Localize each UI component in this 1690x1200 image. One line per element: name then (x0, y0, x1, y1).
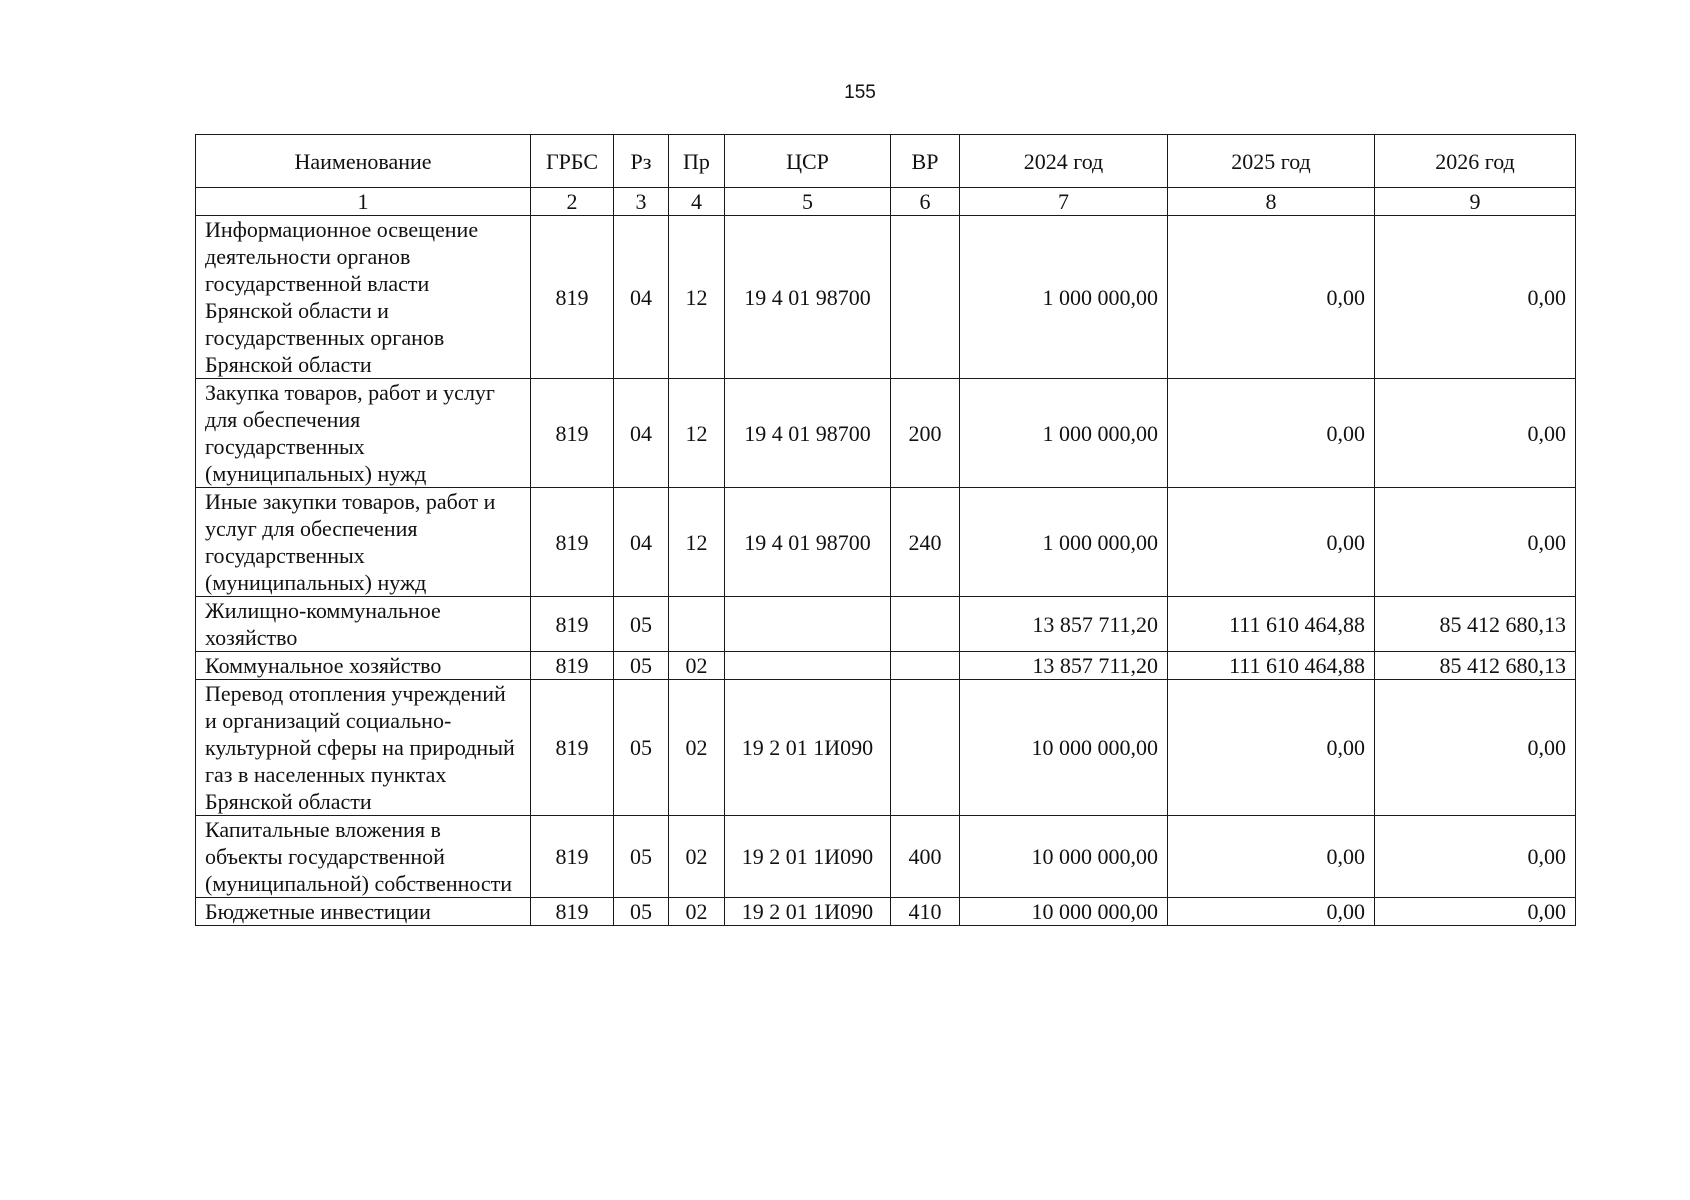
cell-vr (891, 216, 960, 379)
cell-amount-2025: 0,00 (1168, 816, 1375, 898)
cell-grbs: 819 (531, 652, 614, 680)
cell-amount-2025: 0,00 (1168, 898, 1375, 926)
cell-pr: 02 (669, 680, 725, 816)
column-number: 1 (196, 188, 531, 216)
cell-amount-2025: 111 610 464,88 (1168, 597, 1375, 652)
column-number: 6 (891, 188, 960, 216)
cell-csr (725, 597, 891, 652)
header-vr: ВР (891, 135, 960, 188)
cell-vr (891, 652, 960, 680)
cell-grbs: 819 (531, 898, 614, 926)
cell-name: Перевод отопления учреждений и организаций социально-культурной сферы на природный газ в населенных пунктах Брянской области (196, 680, 531, 816)
cell-grbs: 819 (531, 816, 614, 898)
table-row (196, 898, 1576, 926)
column-number: 4 (669, 188, 725, 216)
cell-name: Бюджетные инвестиции (196, 898, 531, 926)
table-row (196, 379, 1576, 488)
header-csr: ЦСР (725, 135, 891, 188)
cell-pr: 12 (669, 379, 725, 488)
cell-grbs: 819 (531, 488, 614, 597)
cell-amount-2026: 0,00 (1375, 488, 1576, 597)
cell-amount-2024: 10 000 000,00 (960, 898, 1168, 926)
cell-grbs: 819 (531, 216, 614, 379)
header-2025: 2025 год (1168, 135, 1375, 188)
table-row (196, 597, 1576, 652)
cell-csr: 19 2 01 1И090 (725, 898, 891, 926)
cell-amount-2026: 85 412 680,13 (1375, 652, 1576, 680)
cell-amount-2024: 13 857 711,20 (960, 652, 1168, 680)
cell-amount-2025: 0,00 (1168, 488, 1375, 597)
column-number: 9 (1375, 188, 1576, 216)
header-name: Наименование (196, 135, 531, 188)
cell-rz: 04 (614, 379, 669, 488)
cell-amount-2025: 111 610 464,88 (1168, 652, 1375, 680)
cell-rz: 04 (614, 216, 669, 379)
cell-vr (891, 597, 960, 652)
budget-table (195, 134, 1576, 926)
cell-amount-2026: 0,00 (1375, 379, 1576, 488)
cell-csr: 19 4 01 98700 (725, 216, 891, 379)
cell-grbs: 819 (531, 680, 614, 816)
cell-name: Жилищно-коммунальное хозяйство (196, 597, 531, 652)
cell-grbs: 819 (531, 597, 614, 652)
cell-rz: 05 (614, 816, 669, 898)
cell-rz: 05 (614, 652, 669, 680)
header-pr: Пр (669, 135, 725, 188)
cell-csr (725, 652, 891, 680)
column-number: 8 (1168, 188, 1375, 216)
cell-rz: 05 (614, 597, 669, 652)
cell-amount-2025: 0,00 (1168, 379, 1375, 488)
column-number-row (196, 188, 1576, 216)
column-number: 3 (614, 188, 669, 216)
cell-csr: 19 4 01 98700 (725, 379, 891, 488)
table-row (196, 816, 1576, 898)
cell-vr: 410 (891, 898, 960, 926)
header-rz: Рз (614, 135, 669, 188)
cell-amount-2026: 0,00 (1375, 216, 1576, 379)
table-row (196, 216, 1576, 379)
cell-pr: 12 (669, 488, 725, 597)
cell-amount-2024: 13 857 711,20 (960, 597, 1168, 652)
table-header-row (196, 135, 1576, 188)
cell-csr: 19 2 01 1И090 (725, 680, 891, 816)
cell-name: Информационное освещение деятельности органов государственной власти Брянской области и государственных органов Брянской области (196, 216, 531, 379)
cell-pr: 02 (669, 816, 725, 898)
cell-vr: 200 (891, 379, 960, 488)
cell-csr: 19 4 01 98700 (725, 488, 891, 597)
cell-amount-2024: 10 000 000,00 (960, 816, 1168, 898)
cell-amount-2026: 0,00 (1375, 816, 1576, 898)
cell-amount-2024: 1 000 000,00 (960, 379, 1168, 488)
cell-amount-2026: 0,00 (1375, 680, 1576, 816)
cell-rz: 05 (614, 898, 669, 926)
cell-grbs: 819 (531, 379, 614, 488)
table-row (196, 652, 1576, 680)
table-row (196, 680, 1576, 816)
cell-pr (669, 597, 725, 652)
cell-name: Капитальные вложения в объекты государственной (муниципальной) собственности (196, 816, 531, 898)
cell-pr: 12 (669, 216, 725, 379)
cell-name: Коммунальное хозяйство (196, 652, 531, 680)
page-number: 155 (844, 82, 876, 103)
table-row (196, 488, 1576, 597)
cell-amount-2024: 1 000 000,00 (960, 216, 1168, 379)
cell-amount-2026: 85 412 680,13 (1375, 597, 1576, 652)
cell-rz: 04 (614, 488, 669, 597)
cell-amount-2024: 10 000 000,00 (960, 680, 1168, 816)
column-number: 7 (960, 188, 1168, 216)
cell-amount-2025: 0,00 (1168, 216, 1375, 379)
cell-rz: 05 (614, 680, 669, 816)
cell-csr: 19 2 01 1И090 (725, 816, 891, 898)
column-number: 5 (725, 188, 891, 216)
cell-vr: 400 (891, 816, 960, 898)
header-2024: 2024 год (960, 135, 1168, 188)
cell-pr: 02 (669, 652, 725, 680)
cell-name: Иные закупки товаров, работ и услуг для обеспечения государственных (муниципальных) нужд (196, 488, 531, 597)
header-2026: 2026 год (1375, 135, 1576, 188)
column-number: 2 (531, 188, 614, 216)
cell-vr: 240 (891, 488, 960, 597)
cell-pr: 02 (669, 898, 725, 926)
cell-vr (891, 680, 960, 816)
header-grbs: ГРБС (531, 135, 614, 188)
cell-name: Закупка товаров, работ и услуг для обеспечения государственных (муниципальных) нужд (196, 379, 531, 488)
cell-amount-2026: 0,00 (1375, 898, 1576, 926)
cell-amount-2025: 0,00 (1168, 680, 1375, 816)
cell-amount-2024: 1 000 000,00 (960, 488, 1168, 597)
